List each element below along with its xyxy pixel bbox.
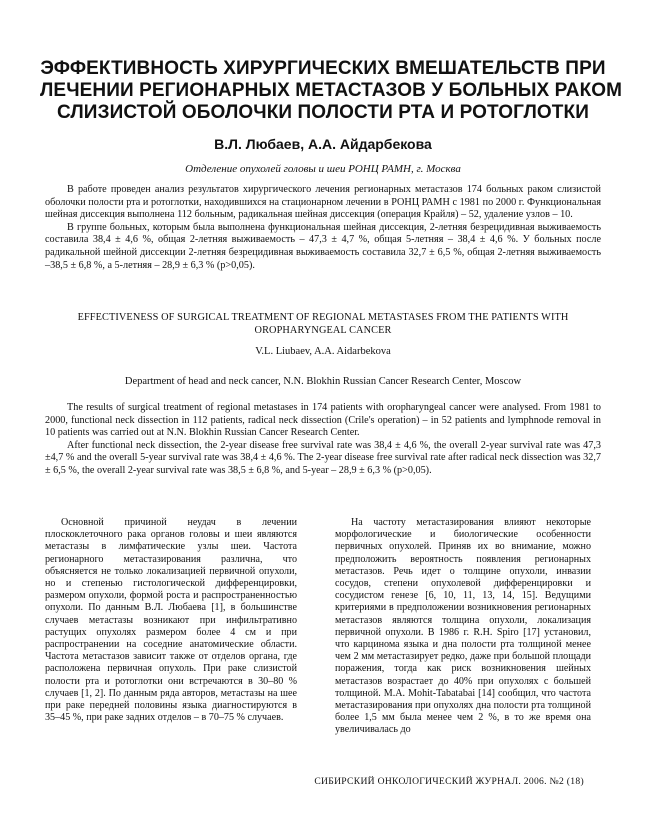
body-column-right (335, 517, 591, 737)
abstract-en (45, 402, 601, 478)
affiliation-ru: Отделение опухолей головы и шеи РОНЦ РАМН, г. Москва (185, 163, 461, 175)
article-title (40, 58, 623, 124)
journal-footer: СИБИРСКИЙ ОНКОЛОГИЧЕСКИЙ ЖУРНАЛ. 2006. №2 (18) (314, 776, 584, 787)
body-paragraph: На частоту метастазирования влияют некоторые морфологические и биологические особенности первичных опухолей. Приняв их во внимание, можно предположить вероятность появления регионарных метастазов. Речь идет о толщине опухоли, инвазии сосудов, степени опухолевой дифференцировки и сосудистом генезе [6, 10, 11, 13, 14, 15]. Ведущими критериями в предположении возникновения регионарных метастазов являются толщина опухоли, локализация первичной опухоли. В 1986 г. R.H. Spiro [17] установил, что карцинома языка и дна полости рта толщиной менее чем 2 мм метастазирует редко, даже при большой площади поражения, тогда как риск возникновения шейных метастазов возрастает до 40% при опухолях с большей толщиной. M.A. Mohit-Tabatabai [14] сообщил, что частота метастазирования при опухолях дна полости рта толщиной более 1,5 мм была менее чем 2 %, в то же время она увеличивалась до (335, 517, 591, 736)
abstract-ru-paragraph: В группе больных, которым была выполнена функциональная шейная диссекция, 2-летняя безрецидивная выживаемость составила 38,4 ± 4,6 %, общая 2-летняя выживаемость – 47,3 ± 4,7 %, общая 5-летняя – 38,4 ± 4,6 %. У больных после радикальной шейной диссекции 2-летняя безрецидивная выживаемость составила 32,7 ± 6,5 %, общая 2-летняя выживаемость –38,5 ± 6,8 %, а 5-летняя – 28,9 ± 6,3 % (p>0,05). (45, 221, 601, 271)
body-paragraph: Основной причиной неудач в лечении плоскоклеточного рака органов головы и шеи являются метастазы в лимфатические узлы шеи. Частота регионарного метастазирования различна, что объясняется не только локализацией первичной опухоли, но и степенью гистологической дифференцировки, размером опухоли, формой роста и распространенностью опухоли. По данным В.Л. Любаева [1], в большинстве случаев метастазы возникают при инфильтративно растущих опухолях размером более 4 см и при распространении на соседние анатомические области. Частота метастазов зависит также от отделов органа, где расположена первичная опухоль. При раке слизистой полости рта и ротоглотки они встречаются в 30–80 % случаев [1, 2]. По данным ряда авторов, метастазы на шее при раке передней половины языка диагностируются в 35–45 %, при раке задних отделов – в 70–75 % случаев. (45, 517, 297, 724)
title-line: СЛИЗИСТОЙ ОБОЛОЧКИ ПОЛОСТИ РТА И РОТОГЛОТКИ (57, 102, 589, 123)
authors-en: V.L. Liubaev, A.A. Aidarbekova (255, 346, 391, 357)
abstract-en-paragraph: After functional neck dissection, the 2-year disease free survival rate was 38,4 ± 4,6 %, the overall 2-year survival rate was 47,3 ±4,7 % and the overall 5-year survival rate was 38,4 ± 4,6 %. The 2-year disease free survival rate after radical neck dissection was 32,7 ± 6,5 %, the overall 2-year survival rate was 38,5 ± 6,8 %, and 5-year – 28,9 ± 6,3 % (p>0,05). (45, 439, 601, 476)
affiliation-en: Department of head and neck cancer, N.N. Blokhin Russian Cancer Research Center, Moscow (124, 376, 522, 387)
english-title-line: OROPHARYNGEAL CANCER (254, 325, 392, 336)
abstract-ru (45, 184, 601, 272)
title-line: ЛЕЧЕНИИ РЕГИОНАРНЫХ МЕТАСТАЗОВ У БОЛЬНЫХ РАКОМ (40, 80, 623, 101)
authors-ru: В.Л. Любаев, А.А. Айдарбекова (214, 136, 432, 152)
abstract-ru-paragraph: В работе проведен анализ результатов хирургического лечения регионарных метастазов 174 больных раком слизистой оболочки полости рта и ротоглотки, находившихся на стационарном лечении в РОНЦ РАМН с 1981 по 2000 г. Функциональная шейная диссекция выполнена 112 больным, радикальная шейная диссекция (операция Крайля) – 52, удаление узлов – 10. (45, 184, 601, 221)
abstract-en-paragraph: The results of surgical treatment of regional metastases in 174 patients with oropharyngeal cancer were analysed. From 1981 to 2000, functional neck dissection in 112 patients, radical neck dissection (Crile's operation) – in 52 patients and lymphnode removal in 10 patients was carried out at N.N. Blokhin Russian Cancer Research Center. (45, 402, 601, 439)
english-title (45, 311, 601, 337)
body-column-left (45, 517, 297, 724)
title-line: ЭФФЕКТИВНОСТЬ ХИРУРГИЧЕСКИХ ВМЕШАТЕЛЬСТВ ПРИ (40, 58, 606, 79)
english-title-line: EFFECTIVENESS OF SURGICAL TREATMENT OF REGIONAL METASTASES FROM THE PATIENTS WITH (77, 312, 569, 323)
